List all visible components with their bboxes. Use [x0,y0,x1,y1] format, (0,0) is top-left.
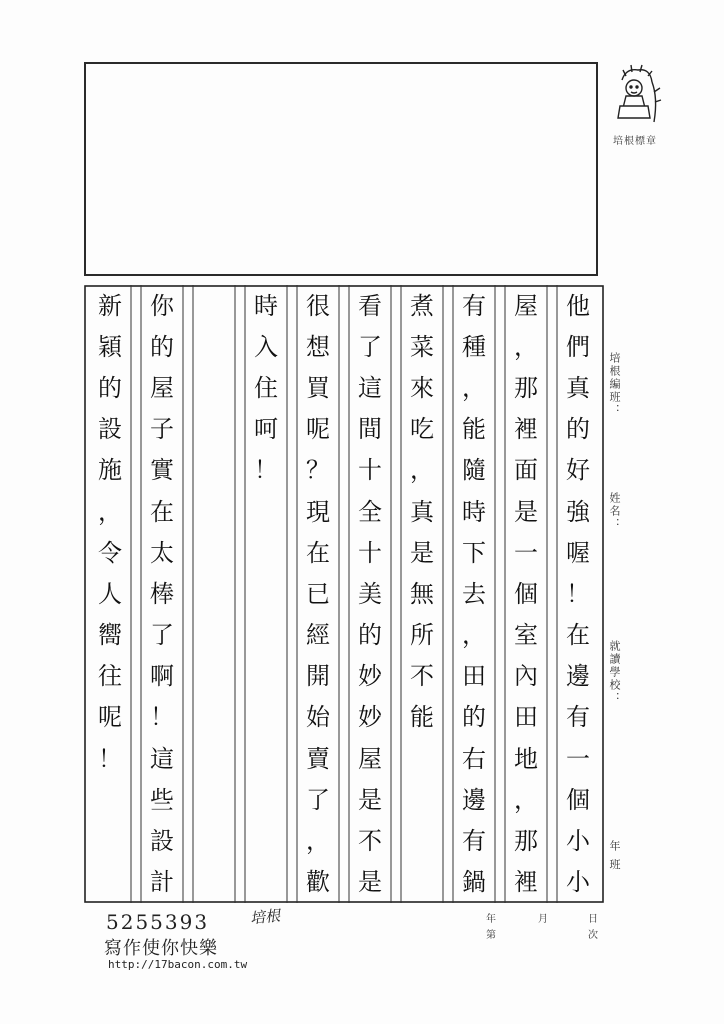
essay-character: 住 [254,373,278,402]
essay-character: 了 [358,332,382,361]
essay-character: 嚮 [98,621,122,650]
essay-column [448,285,500,903]
teacher-comment-box [84,62,598,276]
essay-character: ？ [306,456,330,485]
essay-character: 小 [566,868,590,897]
essay-character: ！ [98,744,122,773]
essay-character: 那 [514,827,538,856]
essay-character: 個 [566,785,590,814]
essay-character: 現 [306,497,330,526]
website-url: http://17bacon.com.tw [108,958,248,971]
essay-character: 邊 [566,662,590,691]
essay-character: ， [462,373,486,402]
essay-character: ！ [566,579,590,608]
essay-column [240,285,292,491]
essay-column [396,285,448,738]
essay-character: 們 [566,332,590,361]
page-ordinal-label: 第 [486,930,496,941]
essay-character: 是 [358,785,382,814]
class-label: 培根編班： [608,352,621,417]
essay-character: 啊 [150,662,174,691]
essay-character: 始 [306,703,330,732]
essay-character: 全 [358,497,382,526]
essay-character: 的 [358,621,382,650]
essay-character: 呢 [98,703,122,732]
essay-character: ！ [254,456,278,485]
essay-column [500,285,552,903]
essay-character: 屋 [150,373,174,402]
essay-character: 的 [462,703,486,732]
essay-character: ， [514,332,538,361]
essay-character: 賣 [306,744,330,773]
essay-character: 真 [566,373,590,402]
essay-character: 屋 [514,291,538,320]
essay-character: 想 [306,332,330,361]
essay-character: ， [514,785,538,814]
signature: 培根 [249,906,281,928]
essay-character: 隨 [462,456,486,485]
essay-character: 裡 [514,415,538,444]
essay-character: 在 [566,621,590,650]
essay-character: 所 [410,621,434,650]
essay-column [344,285,396,903]
essay-character: 經 [306,621,330,650]
essay-character: 室 [514,621,538,650]
essay-character: 設 [98,415,122,444]
essay-character: 一 [514,538,538,567]
essay-character: 的 [566,415,590,444]
essay-character: 實 [150,456,174,485]
essay-character: 菜 [410,332,434,361]
essay-character: 時 [462,497,486,526]
essay-character: 有 [462,827,486,856]
essay-character: 買 [306,373,330,402]
essay-character: 歡 [306,868,330,897]
essay-character: ， [462,621,486,650]
essay-character: 已 [306,579,330,608]
essay-character: 往 [98,662,122,691]
page-times-label: 次 [588,930,598,941]
essay-character: 無 [410,579,434,608]
essay-character: 在 [150,497,174,526]
essay-character: 有 [462,291,486,320]
essay-character: 看 [358,291,382,320]
essay-column [292,285,344,903]
essay-character: 十 [358,538,382,567]
essay-character: 喔 [566,538,590,567]
essay-column [84,285,136,779]
essay-character: 下 [462,538,486,567]
essay-character: 妙 [358,662,382,691]
date-day-label: 日 [588,914,598,925]
essay-character: 個 [514,579,538,608]
essay-column [552,285,604,903]
essay-character: 不 [358,827,382,856]
name-label: 姓名： [608,492,621,531]
essay-character: 右 [462,744,486,773]
essay-character: 強 [566,497,590,526]
essay-character: 內 [514,662,538,691]
essay-character: 呢 [306,415,330,444]
school-label: 就讀學校： [608,640,621,705]
essay-character: 令 [98,538,122,567]
essay-character: 不 [410,662,434,691]
essay-character: 田 [462,662,486,691]
essay-character: 邊 [462,785,486,814]
essay-character: 了 [306,785,330,814]
essay-character: 了 [150,621,174,650]
grade-label: 年 班 [608,840,621,872]
essay-character: 屋 [358,744,382,773]
essay-character: 你 [150,291,174,320]
essay-character: 鍋 [462,868,486,897]
essay-character: 來 [410,373,434,402]
essay-character: 的 [98,373,122,402]
essay-character: 能 [410,703,434,732]
essay-character: 人 [98,579,122,608]
essay-character: 時 [254,291,278,320]
essay-character: 去 [462,579,486,608]
essay-character: ！ [150,703,174,732]
essay-character: 在 [306,538,330,567]
essay-character: 田 [514,703,538,732]
essay-character: 太 [150,538,174,567]
essay-character: 美 [358,579,382,608]
student-number: 5255393 [106,910,210,934]
essay-character: 入 [254,332,278,361]
essay-character: 好 [566,456,590,485]
essay-character: 種 [462,332,486,361]
essay-character: 施 [98,456,122,485]
essay-column [136,285,188,903]
essay-character: 地 [514,744,538,773]
essay-character: 這 [358,373,382,402]
essay-character: 棒 [150,579,174,608]
essay-character: 煮 [410,291,434,320]
essay-character: 開 [306,662,330,691]
writing-grid [84,285,604,903]
essay-character: ， [410,456,434,485]
date-month-label: 月 [538,914,548,925]
essay-character: ， [306,827,330,856]
essay-character: 十 [358,456,382,485]
essay-character: 子 [150,415,174,444]
essay-character: 的 [150,332,174,361]
essay-character: 吃 [410,415,434,444]
essay-character: 他 [566,291,590,320]
essay-character: 些 [150,785,174,814]
essay-character: 穎 [98,332,122,361]
essay-character: 裡 [514,868,538,897]
essay-character: 新 [98,291,122,320]
essay-character: 是 [358,868,382,897]
essay-character: 小 [566,827,590,856]
essay-character: 設 [150,827,174,856]
essay-character: 能 [462,415,486,444]
essay-character: 計 [150,868,174,897]
essay-character: 面 [514,456,538,485]
essay-character: ， [98,497,122,526]
essay-character: 真 [410,497,434,526]
stamp-label: 培根標章 [613,136,657,147]
slogan: 寫作使你快樂 [104,938,218,959]
essay-character: 這 [150,744,174,773]
essay-character: 呵 [254,415,278,444]
essay-character: 有 [566,703,590,732]
essay-character: 妙 [358,703,382,732]
date-year-label: 年 [486,914,496,925]
essay-character: 是 [410,538,434,567]
essay-character: 那 [514,373,538,402]
essay-character: 一 [566,744,590,773]
child-reading-stamp-icon [608,62,662,128]
essay-character: 很 [306,291,330,320]
essay-character: 是 [514,497,538,526]
essay-character: 間 [358,415,382,444]
